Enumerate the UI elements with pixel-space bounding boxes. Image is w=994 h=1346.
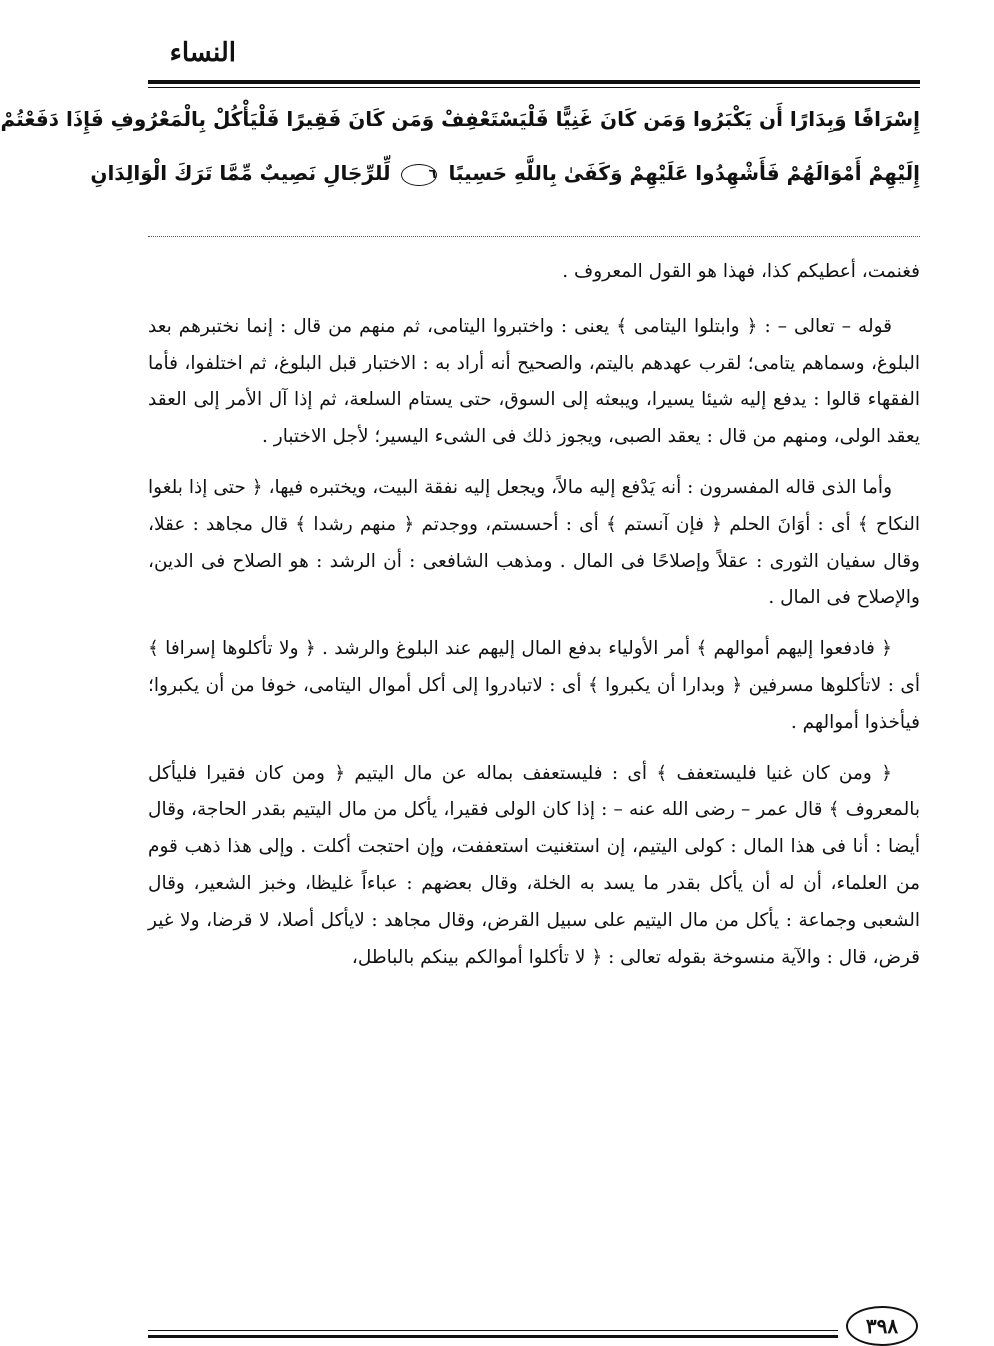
header-rule-thin [148,87,920,88]
page-number: ٣٩٨ [846,1306,918,1346]
commentary-paragraph-5: ﴿ ومن كان غنيا فليستعفف ﴾ أى : فليستعفف بماله عن مال اليتيم ﴿ ومن كان فقيرا فليأكل بالمعروف ﴾ قال عمر – رضى الله عنه – : إذا كان الولى فقيرا، يأكل من مال اليتيم بقدر الحاجة، وقال أيضا : أنا فى هذا المال : كولى اليتيم، إن استغنيت استعففت، وإن احتجت أكلت . وإلى هذا ذهب قوم من العلماء، أن له أن يأكل بقدر ما يسد به الخلة، وقال بعضهم : عباءاً غليظا، وخبز الشعير، وقال الشعبى وجماعة : يأكل من مال اليتيم على سبيل القرض، وقال مجاهد : لايأكل أصلا، لا قرضا، ولا غير قرض، قال : والآية منسوخة بقوله تعالى : ﴿ لا تأكلوا أموالكم بينكم بالباطل، [148,762,920,968]
ayah-number-marker: ٦ [401,164,437,186]
quran-verse-block [0,92,920,200]
verse-line-2 [90,146,920,200]
commentary-paragraph-3: وأما الذى قاله المفسرون : أنه يَدْفع إليه مالاً، ويجعل إليه نفقة البيت، ويختبره فيها، ﴿ حتى إذا بلغوا النكاح ﴾ أى : أوَانَ الحلم ﴿ فإن آنستم ﴾ أى : أحسستم، ووجدتم ﴿ منهم رشدا ﴾ قال مجاهد : عقلا، وقال سفيان الثورى : عقلاً وإصلاحًا فى المال . ومذهب الشافعى : أن الرشد : هو الصلاح فى الدين، والإصلاح فى المال . [148,476,920,609]
surah-title: النساء [169,38,236,68]
verse-line-2-start: إِلَيْهِمْ أَمْوَالَهُمْ فَأَشْهِدُوا عَلَيْهِمْ وَكَفَىٰ بِاللَّهِ حَسِيبًا [448,161,920,185]
header-rule [148,80,920,84]
commentary-paragraph-1: فغنمت، أعطيكم كذا، فهذا هو القول المعروف . [562,261,920,282]
footer-rule-thin [148,1330,838,1331]
verse-separator [148,236,920,237]
commentary-paragraph-2: قوله – تعالى – : ﴿ وابتلوا اليتامى ﴾ يعنى : واختبروا اليتامى، ثم منهم من قال : إنما نختبرهم بعد البلوغ، وسماهم يتامى؛ لقرب عهدهم باليتم، والصحيح أنه أراد به : الاختبار قبل البلوغ، ثم اختلفوا، فأما الفقهاء قالوا : يدفع إليه شيئا يسيرا، ويبعثه إلى السوق، حتى يستام السلعة، ثم إذا آل الأمر إلى العقد يعقد الولى، ومنهم من قال : يعقد الصبى، ويجوز ذلك فى الشىء اليسير؛ لأجل الاختبار . [148,315,920,448]
verse-line-2-end: لِّلرِّجَالِ نَصِيبٌ مِّمَّا تَرَكَ الْوَالِدَانِ [90,161,391,185]
commentary-paragraph-4: ﴿ فادفعوا إليهم أموالهم ﴾ أمر الأولياء بدفع المال إليهم عند البلوغ والرشد . ﴿ ولا تأكلوها إسرافا ﴾ أى : لاتأكلوها مسرفين ﴿ وبدارا أن يكبروا ﴾ أى : لاتبادروا إلى أكل أموال اليتامى، خوفا من أن يكبروا؛ فيأخذوا أموالهم . [148,638,920,733]
verse-line-1: إِسْرَافًا وَبِدَارًا أَن يَكْبَرُوا وَمَن كَانَ غَنِيًّا فَلْيَسْتَعْفِفْ وَمَن كَانَ فَقِيرًا فَلْيَأْكُلْ بِالْمَعْرُوفِ فَإِذَا دَفَعْتُمْ [0,107,920,131]
footer-rule [148,1335,838,1338]
commentary-text [148,254,920,990]
